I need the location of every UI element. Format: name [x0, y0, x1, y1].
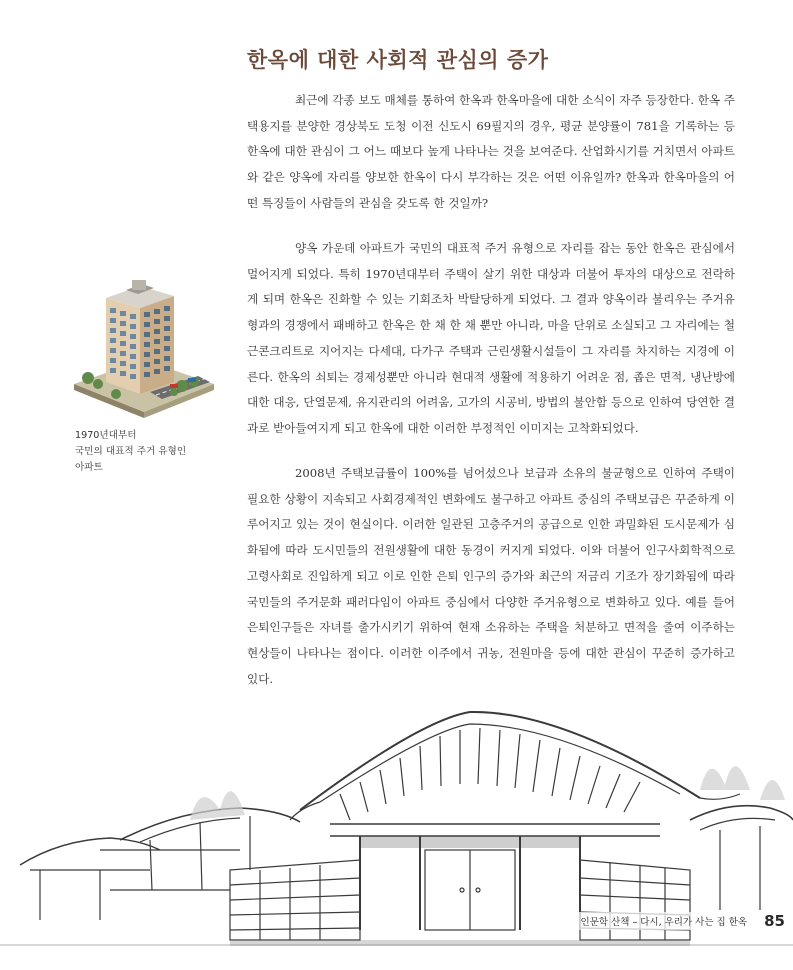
page-number: 85	[760, 912, 793, 930]
body-paragraph-1: 최근에 각종 보도 매체를 통하여 한옥과 한옥마을에 대한 소식이 자주 등장한다. 한옥 주택용지를 분양한 경상북도 도청 이전 신도시 69필지의 경우, 평균 분양률이 781을 기록하는 등 한옥에 대한 관심이 그 어느 때보다 높게 나타나는 것을 보여준다. 산업화시기를 거치면서 아파트와 같은 양옥에 자리를 양보한 한옥이 다시 부각하는 것은 어떤 이유일까? 한옥과 한옥마을의 어떤 특징들이 사람들의 관심을 갖도록 한 것일까?	[247, 93, 735, 210]
caption-line: 아파트	[75, 462, 103, 473]
page-footer	[578, 904, 793, 938]
body-paragraph-3: 2008년 주택보급률이 100%를 넘어섰으나 보급과 소유의 불균형으로 인하여 주택이 필요한 상황이 지속되고 사회경제적인 변화에도 불구하고 아파트 중심의 주택보급은 꾸준하게 이루어지고 있는 것이 현실이다. 이러한 일관된 고층주거의 공급으로 인한 과밀화된 도시문제가 심화됨에 따라 도시민들의 전원생활에 대한 동경이 커지게 되었다. 이와 더불어 인구사회학적으로 고령사회로 진입하게 되고 이로 인한 은퇴 인구의 증가와 최근의 저금리 기조가 장기화됨에 따라 국민들의 주거문화 패러다임이 아파트 중심에서 다양한 주거유형으로 변화하고 있다. 예를 들어 은퇴인구들은 자녀를 출가시키기 위하여 현재 소유하는 주택을 처분하고 면적을 줄여 이주하는 현상들이 나타나는 점이다. 이러한 이주에서 귀농, 전원마을 등에 대한 관심이 꾸준히 증가하고 있다.	[247, 466, 735, 686]
running-title: 인문학 산책 – 다시, 우리가 사는 집 한옥	[578, 912, 751, 930]
apartment-building-image	[70, 272, 218, 422]
section-title: 한옥에 대한 사회적 관심의 증가	[247, 48, 549, 72]
figure-caption	[75, 428, 235, 476]
caption-line: 국민의 대표적 주거 유형인	[75, 446, 187, 457]
caption-line: 1970년대부터	[75, 430, 137, 441]
body-paragraph-2: 양옥 가운데 아파트가 국민의 대표적 주거 유형으로 자리를 잡는 동안 한옥은 관심에서 멀어지게 되었다. 특히 1970년대부터 주택이 살기 위한 대상과 더불어 투자의 대상으로 전락하게 되며 한옥은 진화할 수 있는 기회조차 박탈당하게 되었다. 그 결과 양옥이라 불리우는 주거유형과의 경쟁에서 패배하고 한옥은 한 채 한 채 뿐만 아니라, 마을 단위로 소실되고 그 자리에는 철근콘크리트로 지어지는 다세대, 다가구 주택과 근린생활시설들이 그 자리를 차지하는 지경에 이른다. 한옥의 쇠퇴는 경제성뿐만 아니라 현대적 생활에 적용하기 어려운 점, 좁은 면적, 냉난방에 대한 대응, 단열문제, 유지관리의 어려움, 고가의 시공비, 방법의 불안함 등으로 인하여 당연한 결과로 받아들여지게 되고 한옥에 대한 이러한 부정적인 이미지는 고착화되었다.	[247, 241, 735, 435]
